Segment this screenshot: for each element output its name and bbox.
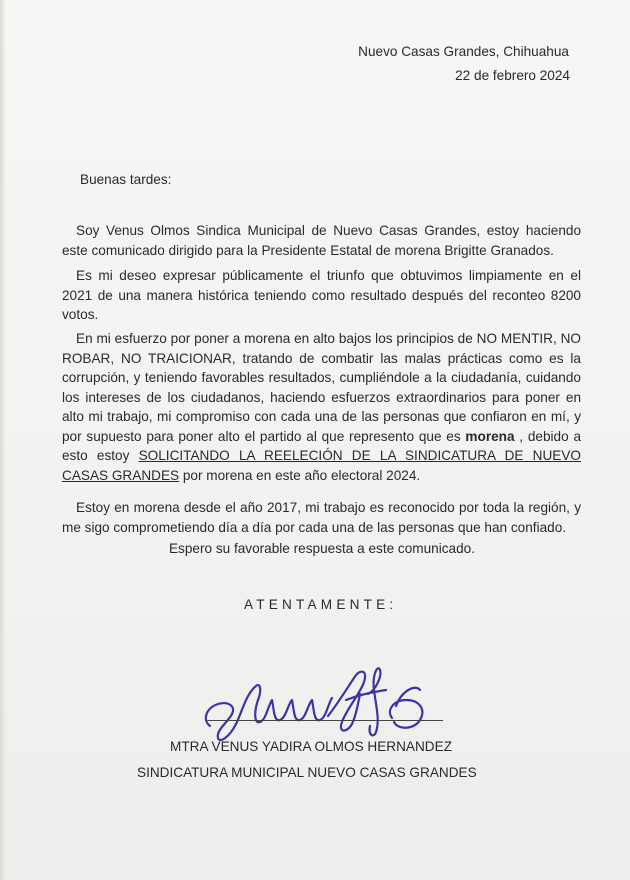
signer-office: SINDICATURA MUNICIPAL NUEVO CASAS GRANDES <box>137 765 477 780</box>
paper-edge-shadow <box>0 0 6 880</box>
paragraph-intro: Soy Venus Olmos Sindica Municipal de Nuevo Casas Grandes, estoy haciendo este comunicado dirigido para la Presidente Estatal de morena Brigitte Granados. <box>62 223 581 258</box>
paragraph-reelection-text-2: , debido a esto estoy <box>62 428 582 463</box>
greeting: Buenas tardes: <box>80 172 172 187</box>
letter-date: 22 de febrero 2024 <box>455 68 570 83</box>
closing-line: Espero su favorable respuesta a este comunicado. <box>168 541 476 556</box>
signer-name: MTRA VENUS YADIRA OLMOS HERNANDEZ <box>170 739 452 754</box>
reelection-request-underlined: SOLICITANDO LA REELECIÓN DE LA SINDICATURA DE NUEVO CASAS GRANDES <box>62 448 581 483</box>
letter-location: Nuevo Casas Grandes, Chihuahua <box>358 44 569 59</box>
paragraph-commitment: Estoy en morena desde el año 2017, mi trabajo es reconocido por toda la región, y me sigo comprometiendo día a día por cada una de las personas que han confiado. <box>62 500 581 535</box>
signoff: ATENTAMENTE: <box>244 597 398 612</box>
handwritten-signature <box>196 660 456 742</box>
paragraph-reelection-text: En mi esfuerzo por poner a morena en alto bajos los principios de NO MENTIR, NO ROBAR, NO TRAICIONAR, tratando de combatir las malas prácticas como es la corrupción, y teniendo favorables resultados, cumpliéndole a la ciudadanía, cuidando los intereses de los ciudadanos, haciendo esfuerzos extraordinarios para poner en alto mi trabajo, mi compromiso con cada una de las personas que confiaron en mí, y por supuesto para poner alto el partido al que represento que es <box>62 331 581 444</box>
paragraph-reelection-text-3: por morena en este año electoral 2024. <box>182 467 421 483</box>
signature-line <box>205 720 443 721</box>
paragraph-reelection <box>62 329 581 485</box>
party-name-bold: morena <box>465 428 515 444</box>
paragraph-triumph: Es mi deseo expresar públicamente el triunfo que obtuvimos limpiamente en el 2021 de una manera histórica teniendo como resultado después del reconteo 8200 votos. <box>62 268 581 322</box>
